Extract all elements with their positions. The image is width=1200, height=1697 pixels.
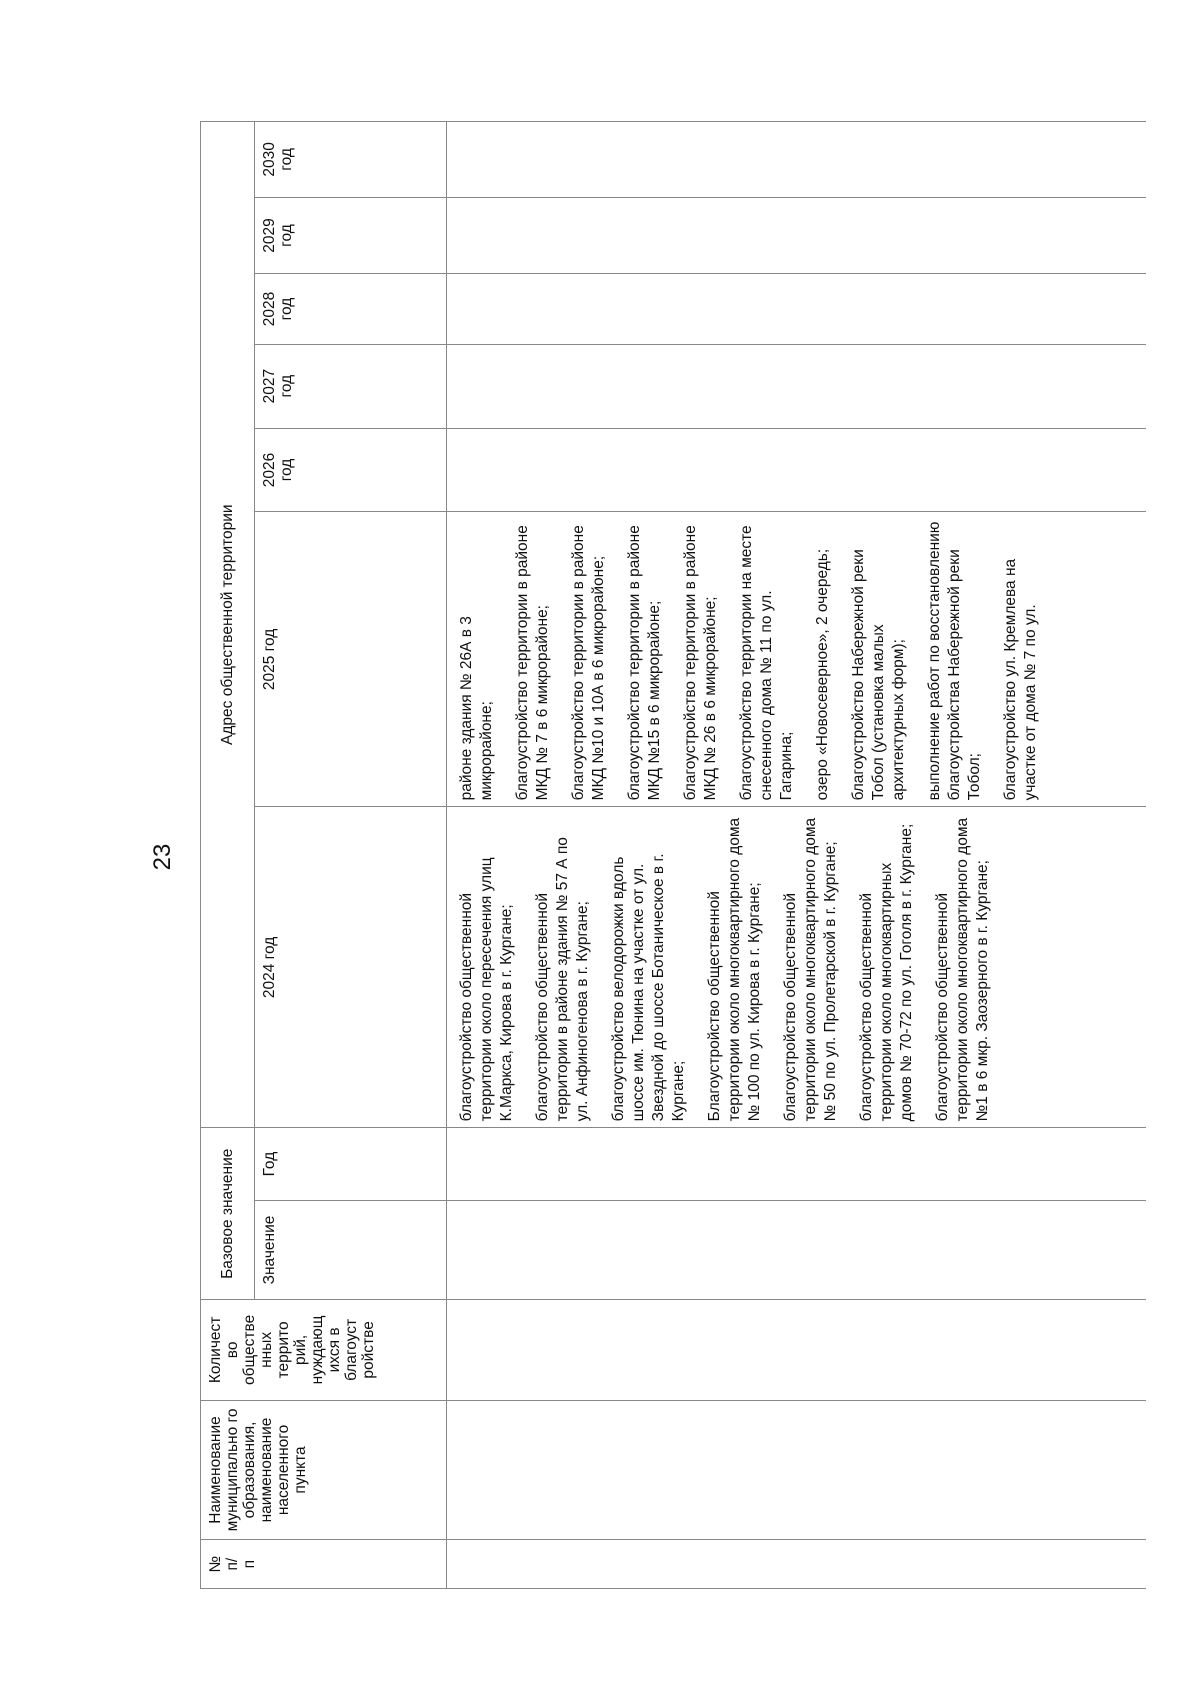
cell-2025 [447,512,1147,807]
cell-2028 [447,274,1147,344]
header-address: Адрес общественной территории [201,122,255,1128]
header-2030: 2030 год [255,122,447,198]
cell-municipality [447,1400,1147,1540]
header-2027: 2027 год [255,344,447,428]
page-number: 23 [149,843,176,871]
table-row [447,122,1147,1589]
list-item: районе здания № 26А в 3 микрорайоне; [458,616,495,801]
list-item: благоустройство территории на месте снесенного дома № 11 по ул. Гагарина; [738,525,795,801]
header-2024: 2024 год [255,807,447,1128]
cell-base-year [447,1128,1147,1200]
list-item: озеро «Новосеверное», 2 очередь; [814,548,831,801]
list-item: благоустройство территории в районе МКД № 7 в 6 микрорайоне; [514,525,551,801]
cell-2026 [447,428,1147,512]
list-item: благоустройство ул. Кремлева на участке от дома № 7 по ул. [1002,558,1039,801]
header-2029: 2029 год [255,197,447,274]
list-item: Благоустройство общественной территории около многоквартирного дома № 100 по ул. Кирова в г. Кургане; [706,817,763,1122]
header-municipality: Наименование муниципально го образования, наименование населенного пункта [201,1400,447,1540]
list-item: благоустройство общественной территории около пересечения улиц К.Маркса, Кирова в г. Кургане; [458,857,515,1122]
header-2028: 2028 год [255,274,447,344]
cell-num [447,1540,1147,1589]
list-item: благоустройство территории в районе МКД №10 и 10А в 6 микрорайоне; [570,525,607,801]
header-year: Год [255,1128,447,1200]
list-item: благоустройство общественной территории около многоквартирных домов № 70-72 по ул. Гоголя в г. Кургане; [858,823,915,1122]
list-item: благоустройство территории в районе МКД №15 в 6 микрорайоне; [626,525,663,801]
header-value: Значение [255,1200,447,1299]
list-item: благоустройство общественной территории около многоквартирного дома № 50 по ул. Пролетарской в г. Кургане; [782,817,839,1122]
rotated-page-content [200,121,1146,1589]
header-base-value: Базовое значение [201,1128,255,1300]
header-2025: 2025 год [255,512,447,807]
rotated-table-area [200,121,1146,1589]
list-item: выполнение работ по восстановлению благоустройства Набережной реки Тобол; [926,521,983,801]
cell-2030 [447,122,1147,198]
header-num: № п/п [201,1540,447,1589]
list-item: благоустройство общественной территории в районе здания № 57 А по ул. Анфиногенова в г. Кургане; [534,837,591,1122]
cell-2027 [447,344,1147,428]
cell-2024 [447,807,1147,1128]
cell-2029 [447,197,1147,274]
list-item: благоустройство велодорожки вдоль шоссе им. Тюнина на участке от ул. Звездной до шоссе Ботаническое в г. Кургане; [610,853,687,1122]
list-item: благоустройство Набережной реки Тобол (установка малых архитектурных форм); [850,549,907,801]
public-territories-table [200,121,1146,1589]
cell-base-value [447,1200,1147,1299]
header-territory-count: Количест во обществе нных террито рий, нуждающ ихся в благоуст ройстве [201,1300,447,1400]
cell-territory-count [447,1300,1147,1400]
list-item: благоустройство общественной территории около многоквартирного дома №1 в 6 мкр. Заозерного в г. Кургане; [934,817,991,1122]
list-item: благоустройство территории в районе МКД № 26 в 6 микрорайоне; [682,525,719,801]
header-2026: 2026 год [255,428,447,512]
